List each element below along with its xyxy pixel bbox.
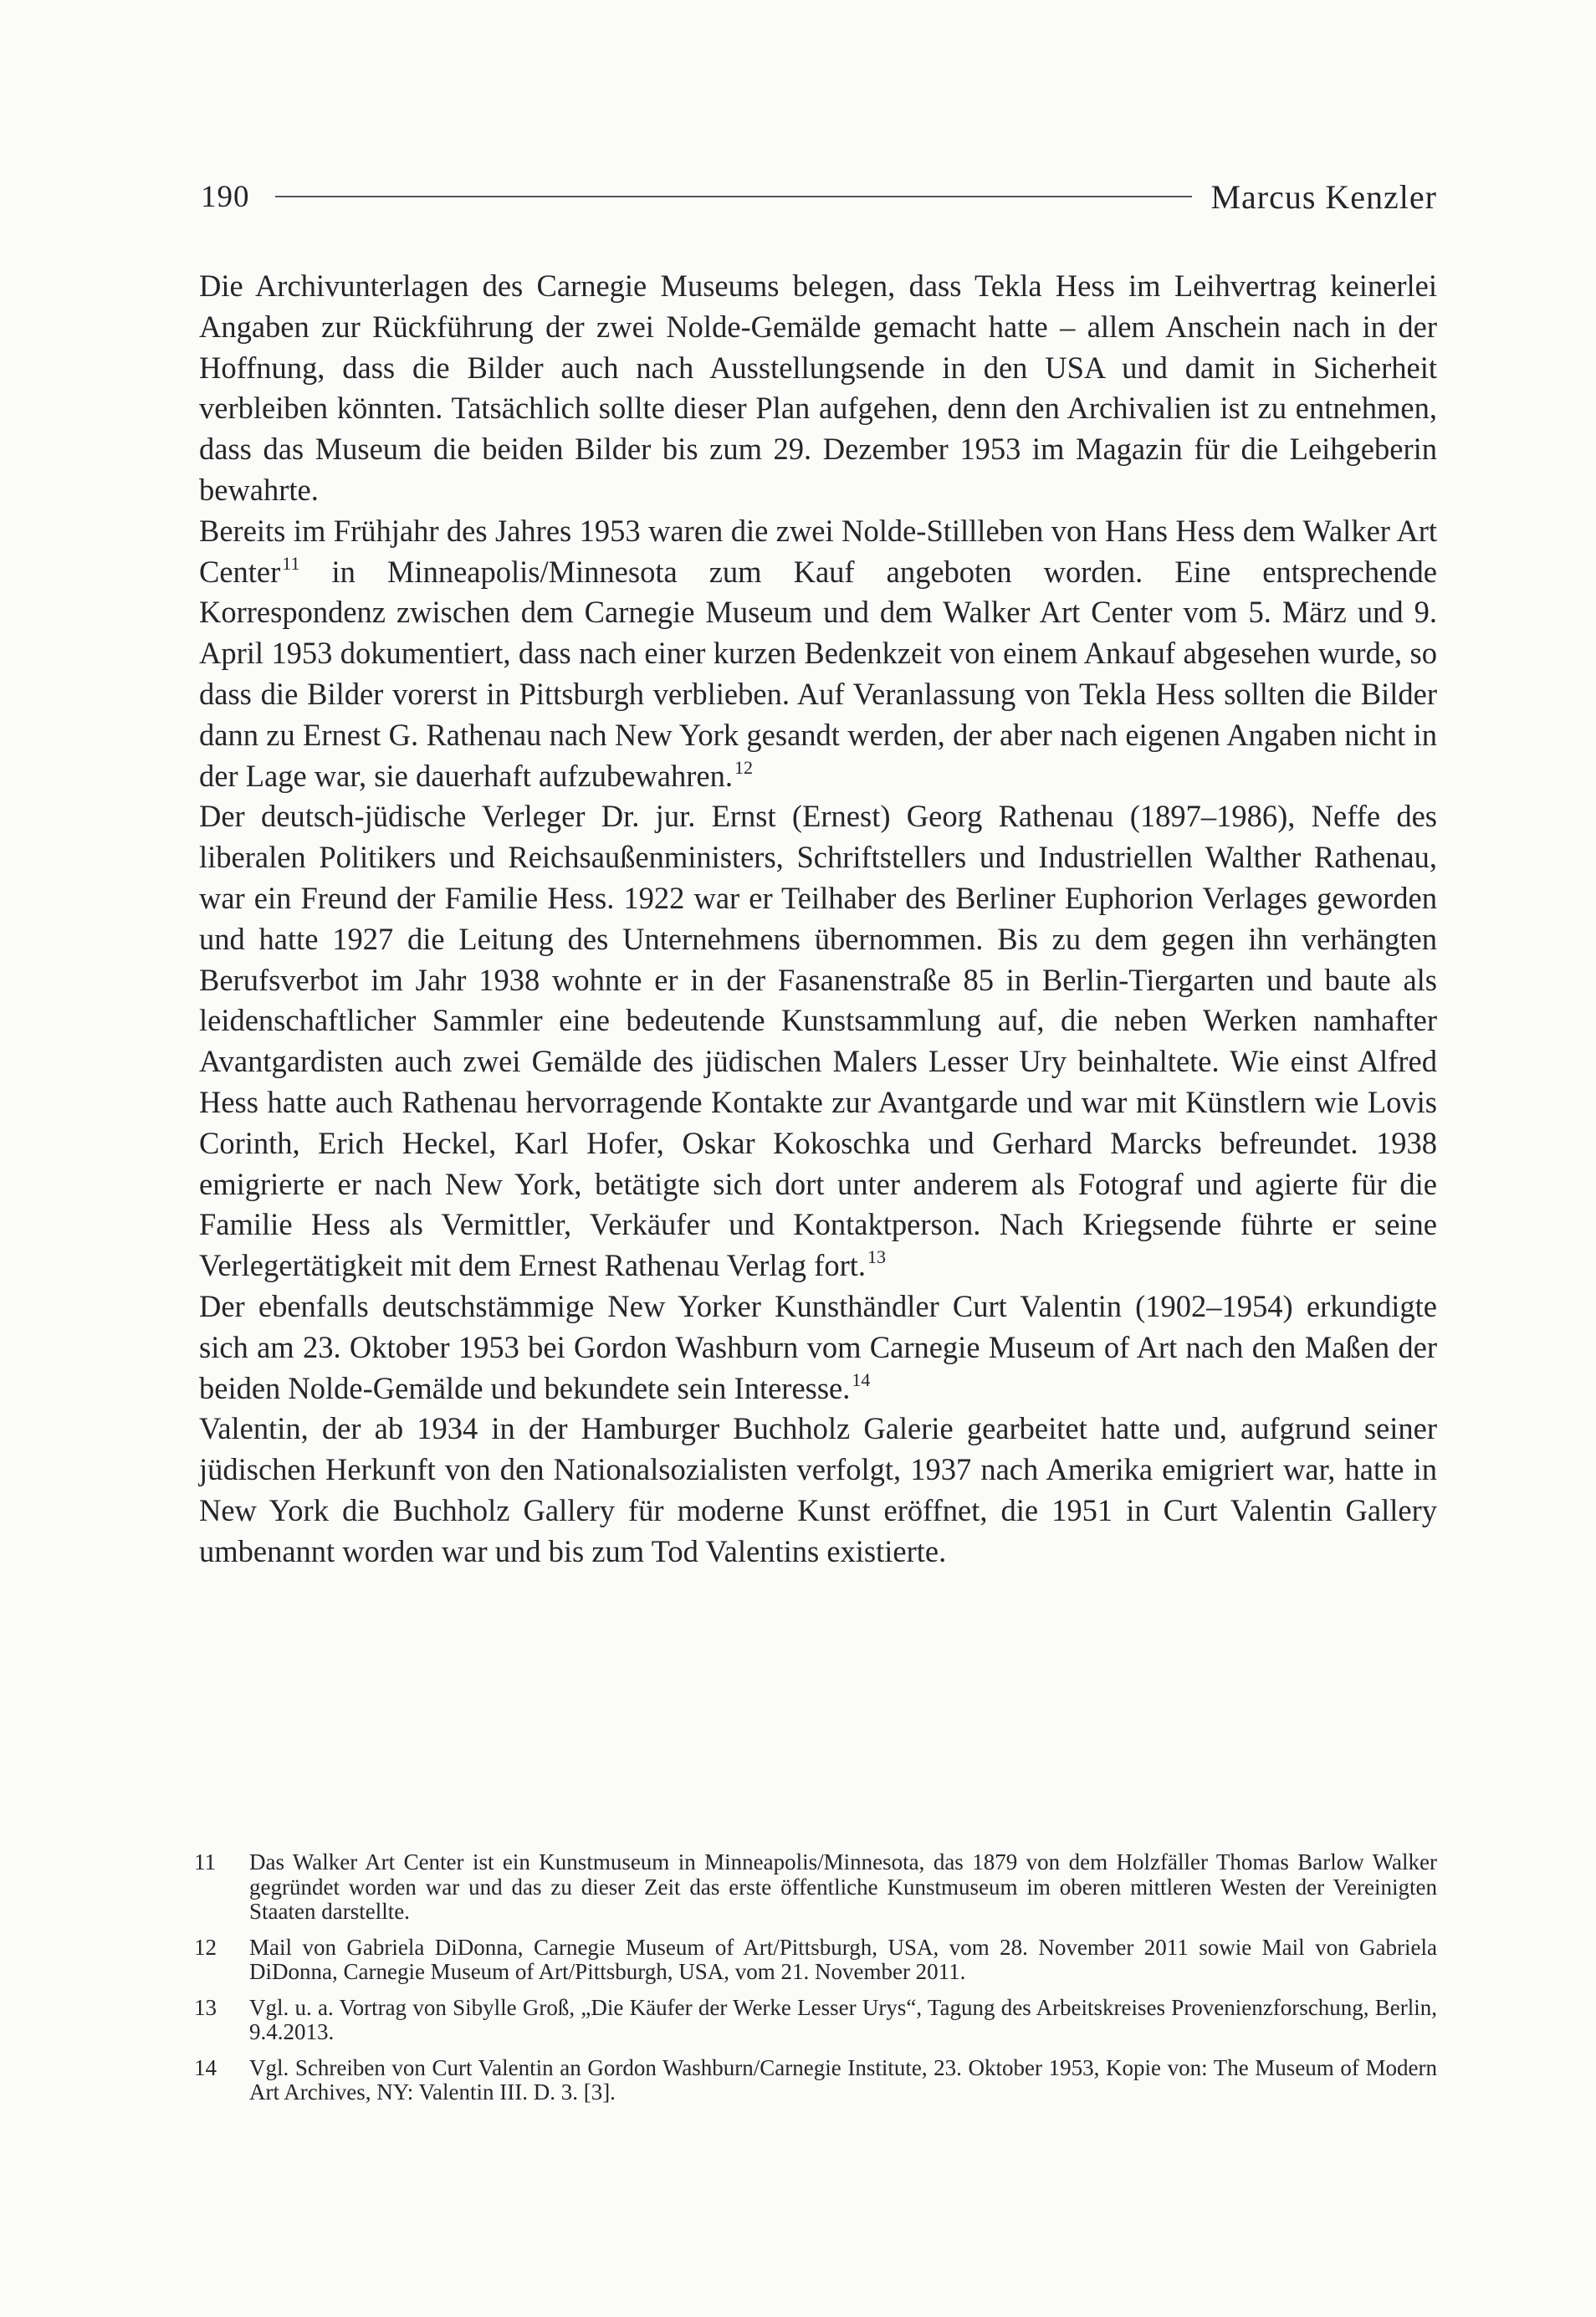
footnote-number: 14 — [194, 2054, 217, 2080]
header-rule — [275, 196, 1193, 197]
footnote-14 — [194, 2056, 1437, 2105]
paragraph-text: Der ebenfalls deutschstämmige New Yorker Kunsthändler Curt Valentin (1902–1954) erkundigte sich am 23. Oktober 1953 bei Gordon Washburn vom Carnegie Museum of Art nach den Maßen der beiden Nolde-Gemälde und bekundete sein Interesse. — [199, 1288, 1437, 1405]
footnote-text: Vgl. Schreiben von Curt Valentin an Gordon Washburn/Carnegie Institute, 23. Oktober 1953, Kopie von: The Museum of Modern Art Archives, NY: Valentin III. D. 3. [3]. — [249, 2054, 1437, 2105]
footnote-11 — [194, 1850, 1437, 1925]
footnote-text: Vgl. u. a. Vortrag von Sibylle Groß, „Die Käufer der Werke Lesser Urys“, Tagung des Arbeitskreises Provenienzforschung, Berlin, 9.4.2013. — [249, 1994, 1437, 2044]
footnote-number: 12 — [194, 1934, 217, 1960]
footnote-ref-12[interactable]: 12 — [734, 756, 753, 778]
footnote-ref-14[interactable]: 14 — [852, 1368, 871, 1390]
paragraph-text: in Minneapolis/Minnesota zum Kauf angeboten worden. Eine entsprechende Korrespondenz zwischen dem Carnegie Museum und dem Walker Art Center vom 5. März und 9. April 1953 dokumentiert, dass nach einer kurzen Bedenkzeit von einem Ankauf abgesehen wurde, so dass die Bilder vorerst in Pittsburgh verblieben. Auf Veranlassung von Tekla Hess sollten die Bilder dann zu Ernest G. Rathenau nach New York gesandt werden, der aber nach eigenen Angaben nicht in der Lage war, sie dauerhaft aufzubewahren. — [199, 554, 1437, 793]
paragraph — [199, 1409, 1437, 1572]
running-author: Marcus Kenzler — [1210, 177, 1437, 216]
footnote-text: Mail von Gabriela DiDonna, Carnegie Museum of Art/Pittsburgh, USA, vom 28. November 2011 sowie Mail von Gabriela DiDonna, Carnegie Museum of Art/Pittsburgh, USA, vom 21. November 2011. — [249, 1934, 1437, 1984]
paragraph-text: Valentin, der ab 1934 in der Hamburger Buchholz Galerie gearbeitet hatte und, aufgrund seiner jüdischen Herkunft von den Nationalsozialisten verfolgt, 1937 nach Amerika emigriert war, hatte in New York die Buchholz Gallery für moderne Kunst eröffnet, die 1951 in Curt Valentin Gallery umbenannt worden war und bis zum Tod Valentins existierte. — [199, 1411, 1437, 1568]
paragraph-text: Die Archivunterlagen des Carnegie Museums belegen, dass Tekla Hess im Leihvertrag keinerlei Angaben zur Rückführung der zwei Nolde-Gemälde gemacht hatte – allem Anschein nach in der Hoffnung, dass die Bilder auch nach Ausstellungsende in den USA und damit in Sicherheit verbleiben könnten. Tatsächlich sollte dieser Plan aufgehen, denn den Archivalien ist zu entnehmen, dass das Museum die beiden Bilder bis zum 29. Dezember 1953 im Magazin für die Leihgeberin bewahrte. — [199, 269, 1437, 507]
main-text — [199, 266, 1437, 1573]
footnote-text: Das Walker Art Center ist ein Kunstmuseum in Minneapolis/Minnesota, das 1879 von dem Holzfäller Thomas Barlow Walker gegründet worden war und das zu dieser Zeit das erste öffentliche Kunstmuseum im oberen mittleren Westen der Vereinigten Staaten darstellte. — [249, 1849, 1437, 1924]
paragraph — [199, 511, 1437, 797]
paragraph — [199, 796, 1437, 1286]
footnote-13 — [194, 1996, 1437, 2045]
footnote-ref-11[interactable]: 11 — [282, 552, 300, 574]
paragraph-text: Der deutsch-jüdische Verleger Dr. jur. Ernst (Ernest) Georg Rathenau (1897–1986), Neffe des liberalen Politikers und Reichsaußenministers, Schriftstellers und Industriellen Walther Rathenau, war ein Freund der Familie Hess. 1922 war er Teilhaber des Berliner Euphorion Verlages geworden und hatte 1927 die Leitung des Unternehmens übernommen. Bis zu dem gegen ihn verhängten Berufsverbot im Jahr 1938 wohnte er in der Fasanenstraße 85 in Berlin-Tiergarten und baute als leidenschaftlicher Sammler eine bedeutende Kunstsammlung auf, die neben Werken namhafter Avantgardisten auch zwei Gemälde des jüdischen Malers Lesser Ury beinhaltete. Wie einst Alfred Hess hatte auch Rathenau hervorragende Kontakte zur Avantgarde und war mit Künstlern wie Lovis Corinth, Erich Heckel, Karl Hofer, Oskar Kokoschka und Gerhard Marcks befreundet. 1938 emigrierte er nach New York, betätigte sich dort unter anderem als Fotograf und agierte für die Familie Hess als Vermittler, Verkäufer und Kontaktperson. Nach Kriegsende führte er seine Verlegertätigkeit mit dem Ernest Rathenau Verlag fort. — [199, 799, 1437, 1283]
running-header — [201, 171, 1437, 222]
footnotes — [194, 1850, 1437, 2116]
paragraph — [199, 266, 1437, 511]
paragraph — [199, 1286, 1437, 1409]
footnote-number: 13 — [194, 1994, 217, 2020]
page-number: 190 — [201, 179, 250, 214]
footnote-ref-13[interactable]: 13 — [867, 1246, 886, 1268]
paragraph-text: Bereits im Frühjahr des Jahres 1953 waren die zwei Nolde-Stillleben von Hans Hess dem Walker Art Center — [199, 513, 1437, 589]
footnote-number: 11 — [194, 1849, 216, 1875]
footnote-12 — [194, 1936, 1437, 1985]
